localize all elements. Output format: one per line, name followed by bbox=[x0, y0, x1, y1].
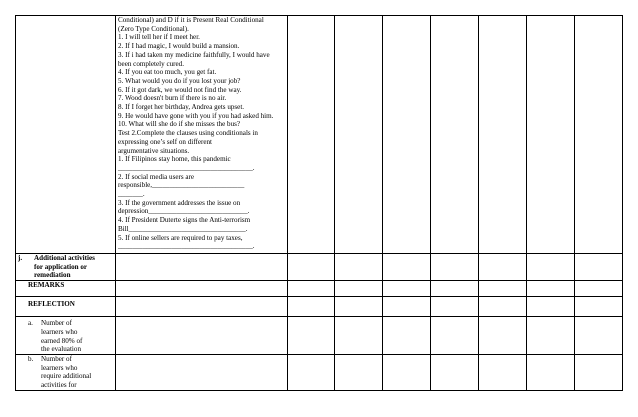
reflection-label: REFLECTION bbox=[16, 297, 116, 317]
lesson-line: 6. If it got dark, we would not find the way. bbox=[118, 85, 242, 94]
empty-cell bbox=[527, 317, 575, 355]
empty-cell bbox=[383, 16, 431, 254]
lesson-line: been completely cured. bbox=[118, 59, 184, 68]
empty-cell bbox=[288, 317, 335, 355]
empty-cell bbox=[116, 317, 288, 355]
lesson-line: 3. If i had taken my medicine faithfully, I would have bbox=[118, 50, 270, 59]
empty-cell bbox=[575, 317, 623, 355]
empty-cell bbox=[479, 281, 527, 297]
item-b-row bbox=[16, 354, 623, 390]
remarks-label: REMARKS bbox=[16, 281, 116, 297]
lesson-line: 9. He would have gone with you if you had asked him. bbox=[118, 111, 274, 120]
additional-activities-row bbox=[16, 254, 623, 281]
empty-cell bbox=[335, 317, 383, 355]
answer-blank: ______________________________________. bbox=[118, 163, 255, 172]
empty-cell bbox=[288, 254, 335, 281]
empty-cell bbox=[527, 297, 575, 317]
lesson-line: 8. If I forget her birthday, Andrea gets upset. bbox=[118, 103, 245, 112]
empty-cell bbox=[575, 254, 623, 281]
empty-cell bbox=[479, 354, 527, 390]
lesson-plan-table bbox=[15, 15, 623, 391]
answer-blank: depression____________________________. bbox=[118, 207, 250, 216]
empty-cell bbox=[575, 16, 623, 254]
empty-cell bbox=[383, 354, 431, 390]
item-a-label: a. Number of learners who earned 80% of the evaluation bbox=[16, 317, 116, 355]
lesson-line: 5. If online sellers are required to pay taxes, bbox=[118, 233, 243, 242]
empty-cell bbox=[116, 281, 288, 297]
empty-cell bbox=[383, 281, 431, 297]
lesson-line: 3. If the government addresses the issue on bbox=[118, 198, 241, 207]
empty-cell bbox=[431, 16, 479, 254]
empty-cell bbox=[288, 354, 335, 390]
empty-cell bbox=[431, 317, 479, 355]
empty-cell bbox=[116, 254, 288, 281]
empty-cell bbox=[479, 16, 527, 254]
empty-cell bbox=[335, 281, 383, 297]
empty-cell bbox=[479, 297, 527, 317]
answer-blank: ______________________________________. bbox=[118, 242, 255, 251]
lesson-line: 2. If social media users are bbox=[118, 172, 195, 181]
empty-cell bbox=[527, 281, 575, 297]
empty-cell bbox=[383, 317, 431, 355]
row-marker: b. bbox=[28, 354, 34, 363]
empty-cell bbox=[116, 297, 288, 317]
empty-cell bbox=[479, 317, 527, 355]
lesson-line: 1. I will tell her if I meet her. bbox=[118, 33, 200, 42]
empty-cell bbox=[575, 281, 623, 297]
lesson-line: argumentative situations. bbox=[118, 146, 190, 155]
lesson-label-cell bbox=[16, 16, 116, 254]
answer-blank: _______. bbox=[118, 190, 145, 199]
empty-cell bbox=[335, 297, 383, 317]
empty-cell bbox=[431, 254, 479, 281]
lesson-line: expressing one’s self on different bbox=[118, 137, 213, 146]
row-marker: a. bbox=[28, 319, 33, 328]
row-marker: j. bbox=[18, 254, 23, 262]
empty-cell bbox=[288, 281, 335, 297]
lesson-line: 5. What would you do if you lost your job? bbox=[118, 76, 241, 85]
lesson-line: 2. If I had magic, I would build a mansion. bbox=[118, 42, 240, 51]
empty-cell bbox=[479, 254, 527, 281]
remarks-row bbox=[16, 281, 623, 297]
empty-cell bbox=[575, 354, 623, 390]
lesson-line: 4. If you eat too much, you get fat. bbox=[118, 68, 217, 77]
empty-cell bbox=[335, 354, 383, 390]
empty-cell bbox=[527, 254, 575, 281]
item-b-label: b. Number of learners who require additional activities for bbox=[16, 354, 116, 390]
empty-cell bbox=[527, 16, 575, 254]
empty-cell bbox=[383, 254, 431, 281]
empty-cell bbox=[288, 16, 335, 254]
answer-blank: responsible,__________________________ bbox=[118, 181, 245, 190]
empty-cell bbox=[431, 297, 479, 317]
reflection-row bbox=[16, 297, 623, 317]
empty-cell bbox=[116, 354, 288, 390]
additional-activities-label: j. Additional activities for application or remediation bbox=[16, 254, 116, 281]
empty-cell bbox=[527, 354, 575, 390]
item-a-row bbox=[16, 317, 623, 355]
lesson-line: 7. Wood doesn't burn if there is no air. bbox=[118, 94, 227, 103]
empty-cell bbox=[575, 297, 623, 317]
lesson-line: (Zero Type Conditional). bbox=[118, 24, 189, 33]
lesson-line: Conditional) and D if it is Present Real Conditional bbox=[118, 16, 264, 24]
lesson-line: 10. What will she do if she misses the bus? bbox=[118, 120, 241, 129]
empty-cell bbox=[288, 297, 335, 317]
empty-cell bbox=[335, 254, 383, 281]
lesson-line: 4. If President Duterte signs the Anti-terrorism bbox=[118, 216, 251, 225]
answer-blank: Bill_________________________________. bbox=[118, 224, 248, 233]
lesson-content-cell bbox=[116, 16, 288, 254]
lesson-line: Test 2.Complete the clauses using conditionals in bbox=[118, 129, 258, 138]
lesson-line: 1. If Filipinos stay home, this pandemic bbox=[118, 155, 231, 164]
empty-cell bbox=[431, 354, 479, 390]
empty-cell bbox=[383, 297, 431, 317]
empty-cell bbox=[431, 281, 479, 297]
empty-cell bbox=[335, 16, 383, 254]
lesson-content-row bbox=[16, 16, 623, 254]
